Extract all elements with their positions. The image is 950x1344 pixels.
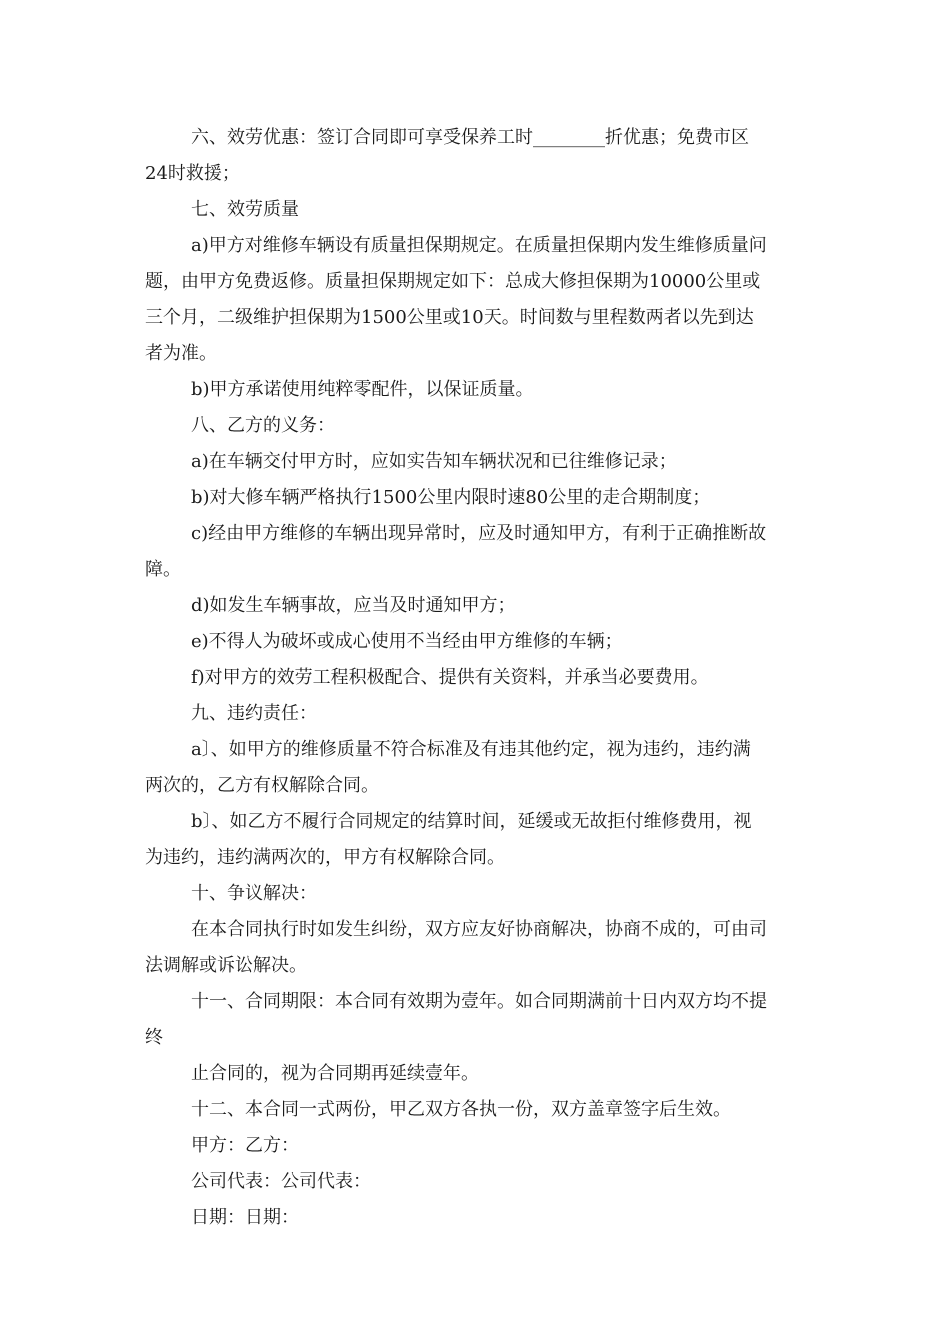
clause-9-heading: 九、违约责任： xyxy=(191,703,317,724)
clause-9b: b〕、如乙方不履行合同规定的结算时间，延缓或无故拒付维修费用，视 xyxy=(191,811,752,832)
clause-7a-continued: 三个月，二级维护担保期为1500公里或10天。时间数与里程数两者以先到达 xyxy=(145,307,754,328)
clause-10-body-continued: 法调解或诉讼解决。 xyxy=(145,955,307,976)
clause-11-continued: 止合同的，视为合同期再延续壹年。 xyxy=(191,1063,479,1084)
clause-8c: c)经由甲方维修的车辆出现异常时，应及时通知甲方，有利于正确推断故 xyxy=(191,523,767,544)
clause-9a-continued: 两次的，乙方有权解除合同。 xyxy=(145,775,379,796)
clause-10-heading: 十、争议解决： xyxy=(191,883,317,904)
signature-representatives: 公司代表：公司代表： xyxy=(191,1171,371,1192)
clause-6-service-discount: 六、效劳优惠：签订合同即可享受保养工时________折优惠；免费市区 xyxy=(191,127,749,148)
clause-7-heading: 七、效劳质量 xyxy=(191,199,299,220)
clause-10-body: 在本合同执行时如发生纠纷，双方应友好协商解决，协商不成的，可由司 xyxy=(191,919,767,940)
clause-8e: e)不得人为破坏或成心使用不当经由甲方维修的车辆； xyxy=(191,631,623,652)
clause-7b: b)甲方承诺使用纯粹零配件，以保证质量。 xyxy=(191,379,534,400)
clause-6-continued: 24时救援； xyxy=(145,163,240,184)
clause-11-term: 十一、合同期限：本合同有效期为壹年。如合同期满前十日内双方均不提 xyxy=(191,991,767,1012)
clause-8d: d)如发生车辆事故，应当及时通知甲方； xyxy=(191,595,516,616)
clause-9b-continued: 为违约，违约满两次的，甲方有权解除合同。 xyxy=(145,847,505,868)
clause-9a: a〕、如甲方的维修质量不符合标准及有违其他约定，视为违约，违约满 xyxy=(191,739,751,760)
clause-12: 十二、本合同一式两份，甲乙双方各执一份，双方盖章签字后生效。 xyxy=(191,1099,731,1120)
clause-8a: a)在车辆交付甲方时，应如实告知车辆状况和已往维修记录； xyxy=(191,451,677,472)
clause-8-heading: 八、乙方的义务： xyxy=(191,415,335,436)
clause-8f: f)对甲方的效劳工程积极配合、提供有关资料，并承当必要费用。 xyxy=(191,667,709,688)
clause-11-continued: 终 xyxy=(145,1027,163,1048)
clause-7a-continued: 者为准。 xyxy=(145,343,217,364)
clause-7a-continued: 题，由甲方免费返修。质量担保期规定如下：总成大修担保期为10000公里或 xyxy=(145,271,761,292)
signature-dates: 日期：日期： xyxy=(191,1207,299,1228)
clause-7a: a)甲方对维修车辆设有质量担保期规定。在质量担保期内发生维修质量问 xyxy=(191,235,767,256)
signature-parties: 甲方：乙方： xyxy=(191,1135,299,1156)
clause-8c-continued: 障。 xyxy=(145,559,181,580)
clause-8b: b)对大修车辆严格执行1500公里内限时速80公里的走合期制度； xyxy=(191,487,711,508)
